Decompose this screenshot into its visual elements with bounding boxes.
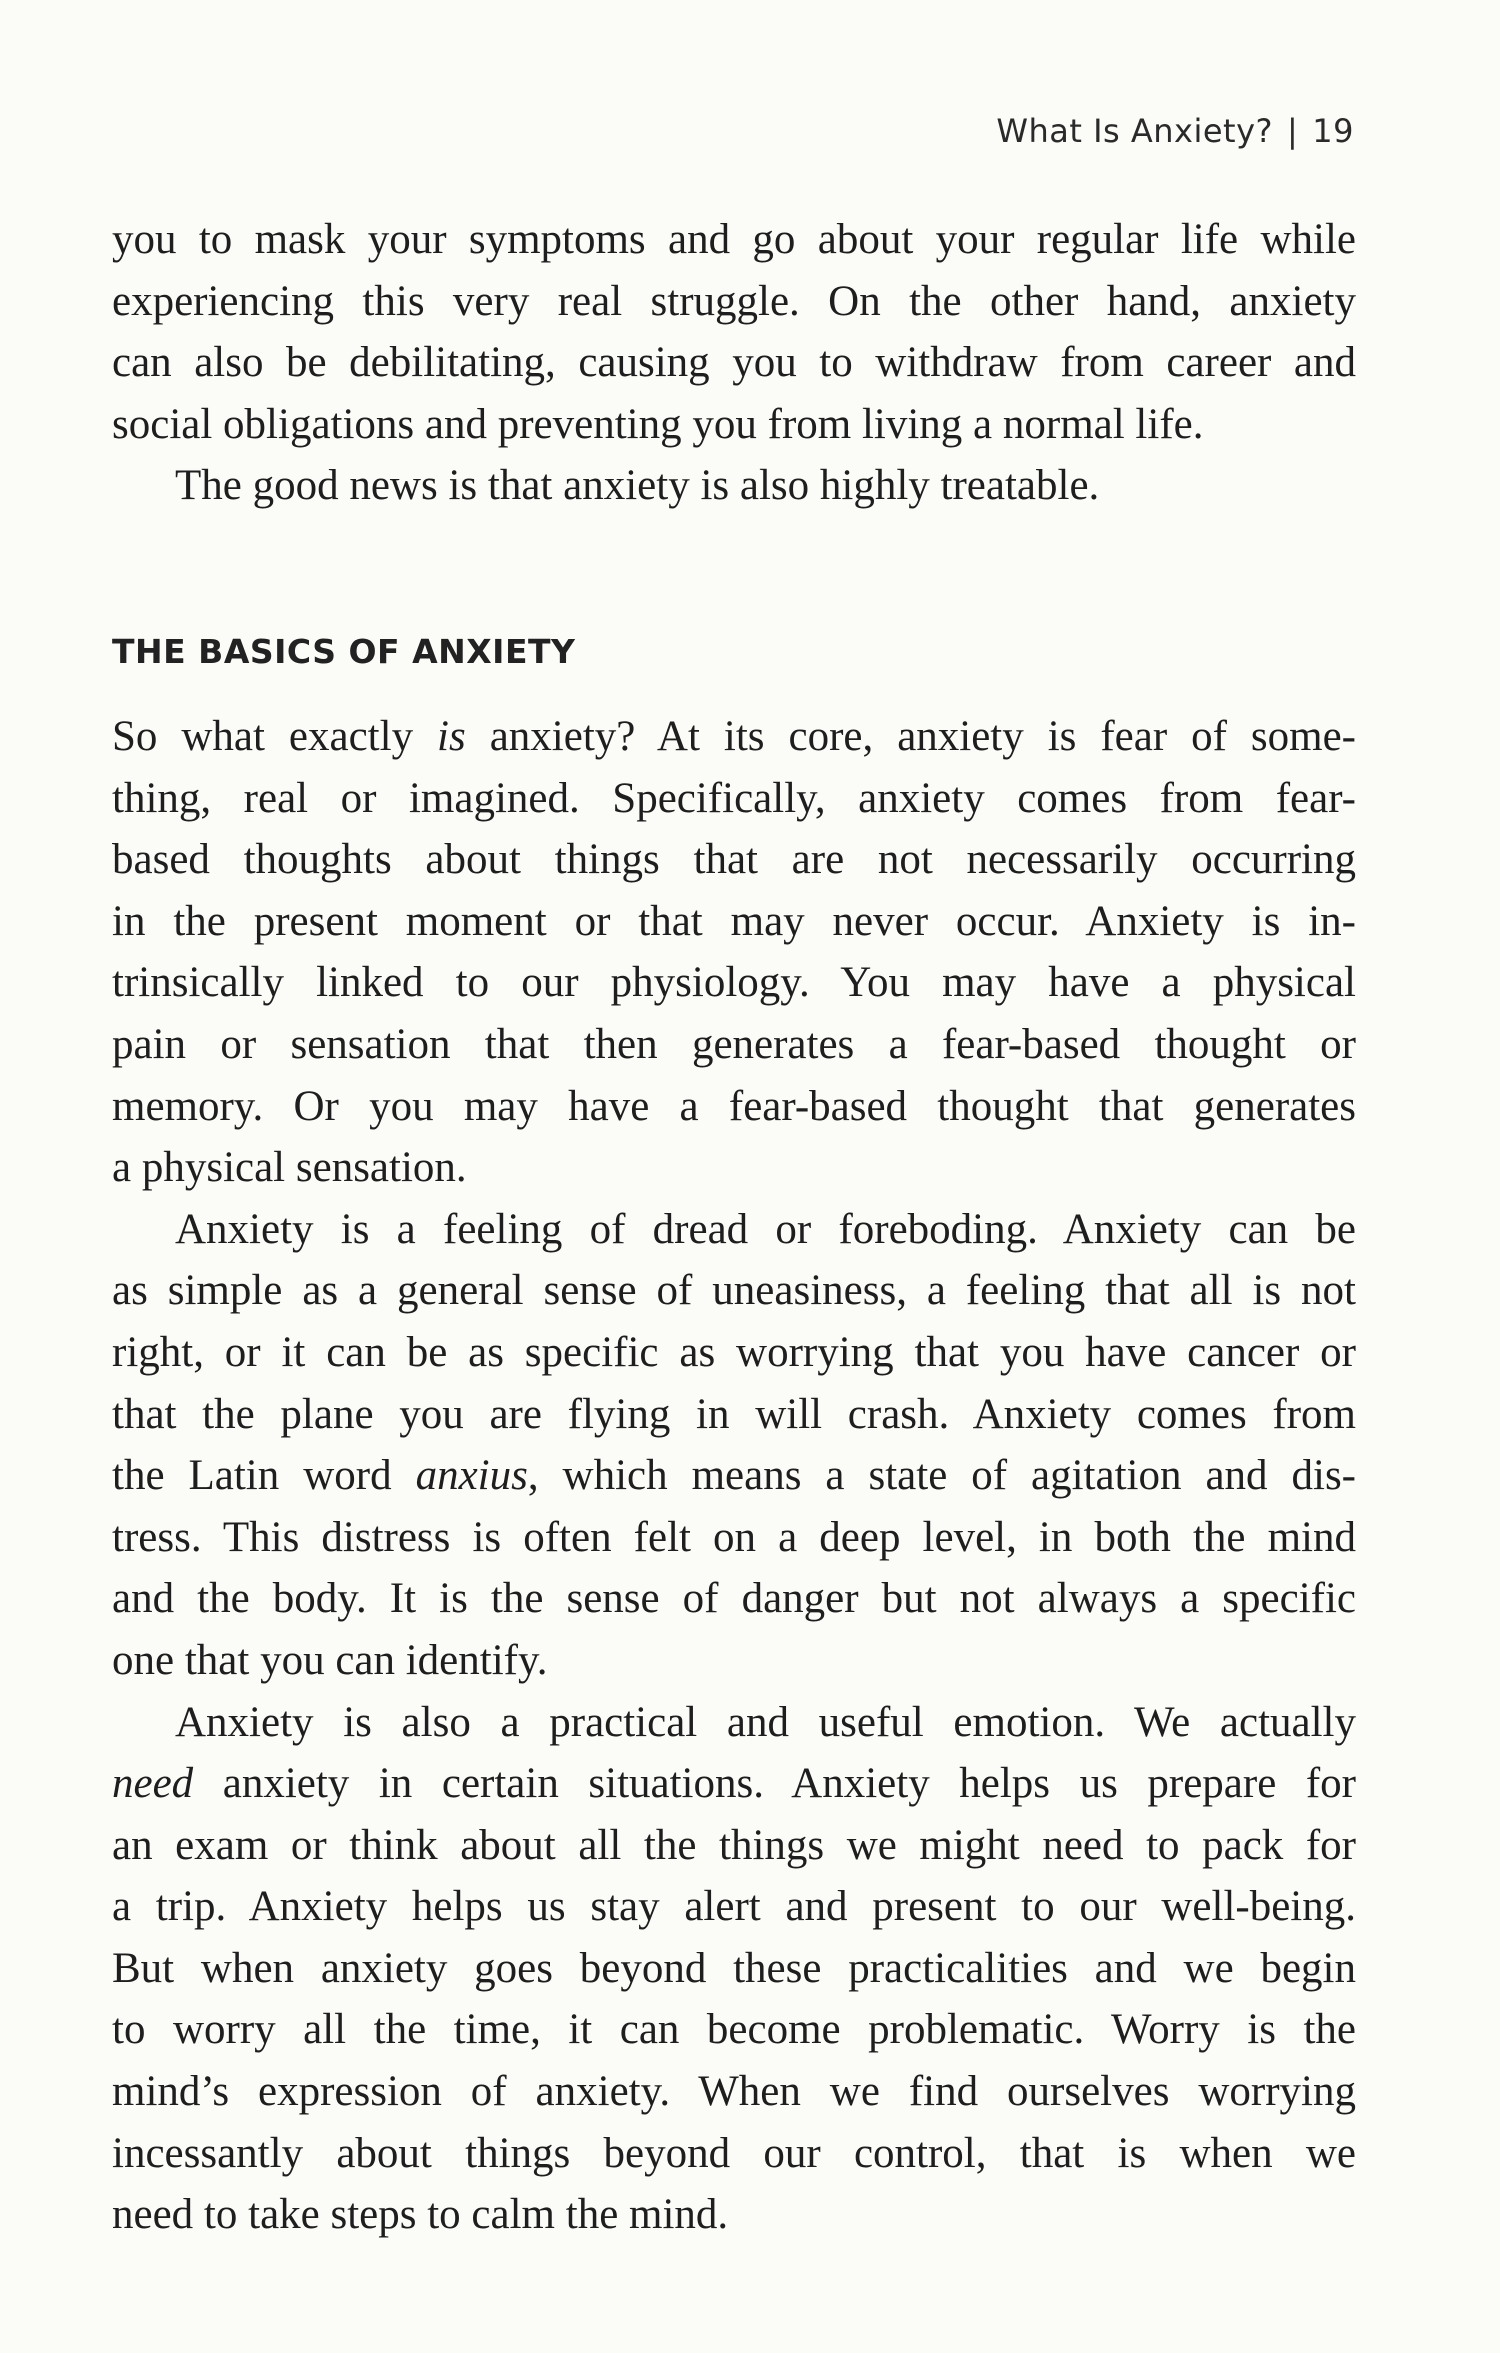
- separator: |: [1287, 112, 1299, 150]
- italic-text: is: [437, 713, 466, 760]
- body-text-section: [112, 706, 1356, 2246]
- text-line: pain or sensation that then generates a fear-based thought or: [112, 1020, 1356, 1068]
- text-line: to worry all the time, it can become problematic. Worry is the: [112, 2006, 1356, 2054]
- text-segment: anxiety in certain situations. Anxiety helps us prepare for: [193, 1760, 1356, 1808]
- text-line: in the present moment or that may never occur. Anxiety is in-: [112, 897, 1356, 945]
- text-segment: , which means a state of agitation and dis-: [527, 1452, 1357, 1500]
- text-line: based thoughts about things that are not necessarily occurring: [112, 836, 1356, 884]
- text-line: that the plane you are flying in will crash. Anxiety comes from: [112, 1390, 1356, 1438]
- text-line: experiencing this very real struggle. On the other hand, anxiety: [112, 277, 1356, 325]
- paragraph: [112, 455, 1356, 517]
- text-line: a trip. Anxiety helps us stay alert and present to our well-being.: [112, 1883, 1356, 1931]
- paragraph: [112, 706, 1356, 1199]
- text-line: [112, 1445, 1356, 1507]
- text-segment: the Latin word: [112, 1452, 416, 1500]
- chapter-title: What Is Anxiety?: [996, 112, 1273, 150]
- text-line: need to take steps to calm the mind.: [112, 2191, 729, 2239]
- italic-text: need: [112, 1760, 194, 1808]
- text-line: one that you can identify.: [112, 1636, 548, 1684]
- paragraph: [112, 1199, 1356, 1692]
- text-line: mind’s expression of anxiety. When we find ourselves worrying: [112, 2068, 1356, 2116]
- text-line: tress. This distress is often felt on a deep level, in both the mind: [112, 1513, 1356, 1561]
- text-line: you to mask your symptoms and go about your regular life while: [112, 216, 1356, 263]
- text-line: can also be debilitating, causing you to withdraw from career and: [112, 339, 1356, 387]
- text-line: right, or it can be as specific as worrying that you have cancer or: [112, 1328, 1356, 1376]
- page-number: 19: [1312, 112, 1354, 150]
- section-heading: THE BASICS OF ANXIETY: [112, 632, 576, 671]
- text-line: thing, real or imagined. Specifically, anxiety comes from fear-: [112, 774, 1356, 822]
- paragraph: [112, 209, 1356, 455]
- italic-text: anxius: [415, 1452, 528, 1500]
- text-line: as simple as a general sense of uneasiness, a feeling that all is not: [112, 1267, 1356, 1315]
- text-line: trinsically linked to our physiology. You may have a physical: [112, 959, 1356, 1007]
- body-text-top: [112, 209, 1356, 517]
- text-line: incessantly about things beyond our control, that is when we: [112, 2129, 1356, 2177]
- paragraph: [112, 1692, 1356, 2246]
- text-line: and the body. It is the sense of danger but not always a specific: [112, 1575, 1356, 1623]
- text-line: [112, 1753, 1356, 1815]
- running-head: [996, 112, 1354, 150]
- text-line: a physical sensation.: [112, 1144, 467, 1192]
- text-segment: So what exactly: [112, 713, 438, 760]
- text-segment: anxiety? At its core, anxiety is fear of some-: [465, 713, 1356, 760]
- text-line: memory. Or you may have a fear-based thought that generates: [112, 1082, 1356, 1130]
- text-line: But when anxiety goes beyond these practicalities and we begin: [112, 1944, 1356, 1992]
- text-line: The good news is that anxiety is also highly treatable.: [175, 462, 1100, 510]
- text-line: Anxiety is also a practical and useful emotion. We actually: [175, 1698, 1356, 1746]
- text-line: social obligations and preventing you from living a normal life.: [112, 400, 1204, 448]
- text-line: [112, 706, 1356, 768]
- text-line: an exam or think about all the things we might need to pack for: [112, 1821, 1356, 1869]
- text-line: Anxiety is a feeling of dread or foreboding. Anxiety can be: [175, 1205, 1356, 1253]
